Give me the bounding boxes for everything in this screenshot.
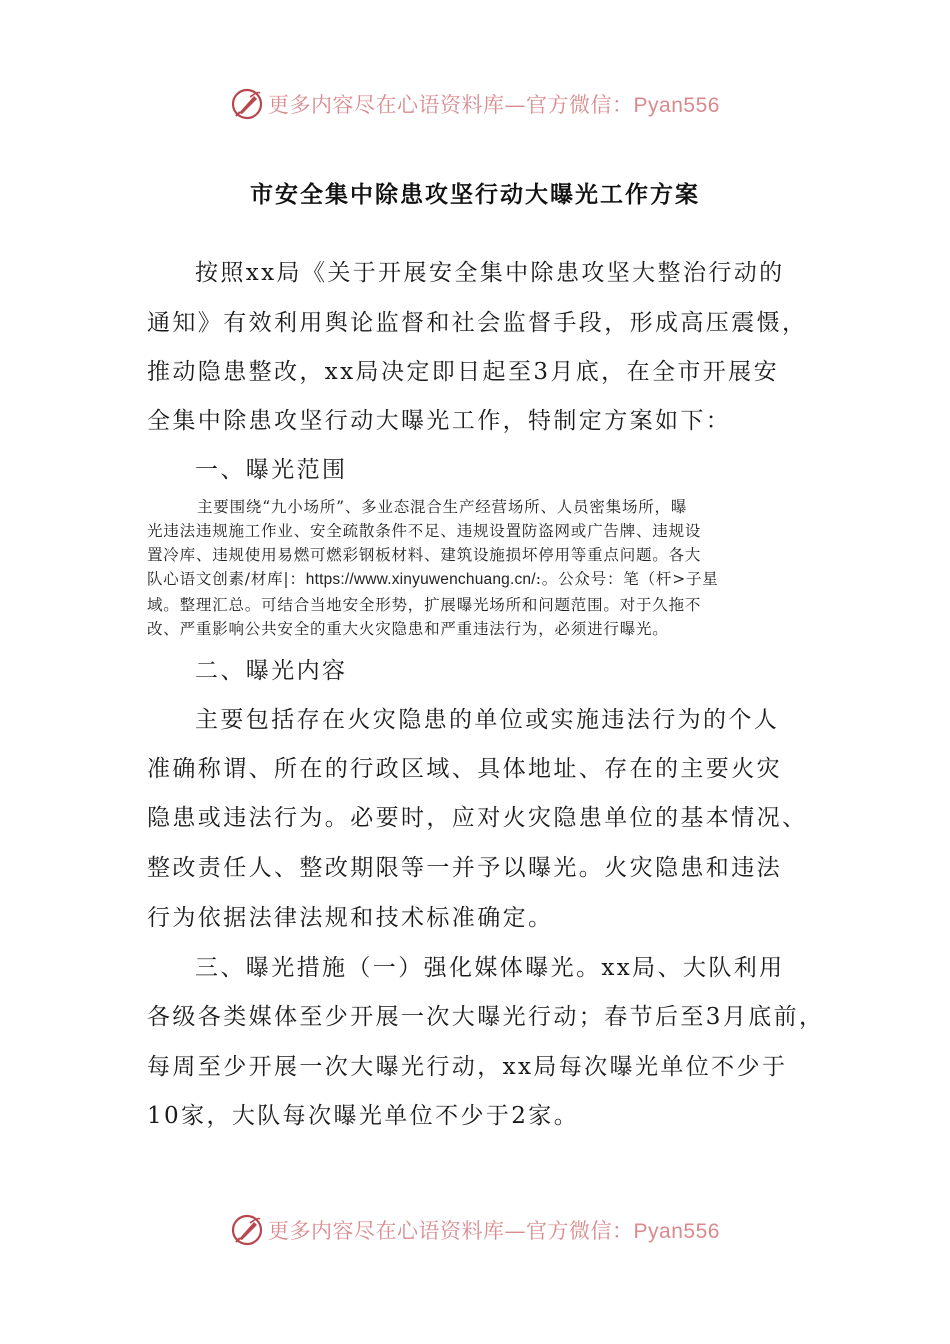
- intro-line: 通知》有效利用舆论监督和社会监督手段，形成高压震慑，: [147, 310, 808, 336]
- header-banner: [0, 84, 950, 124]
- intro-line: 推动隐患整改，xx局决定即日起至3月底，在全市开展安: [147, 359, 779, 385]
- section3-line: 三、曝光措施（一）强化媒体曝光。xx局、大队利用: [195, 955, 785, 981]
- section1-line: 改、严重影响公共安全的重大火灾隐患和严重违法行为，必须进行曝光。: [147, 620, 669, 638]
- footer-banner: [0, 1210, 950, 1250]
- quill-logo-icon: [230, 1213, 264, 1247]
- section3-line: 每周至少开展一次大曝光行动，xx局每次曝光单位不少于: [147, 1054, 788, 1080]
- section1-text: 队心语文创素/材库|：: [147, 570, 306, 588]
- section-heading: 一、曝光范围: [195, 457, 348, 483]
- page-title: 市安全集中除患攻坚行动大曝光工作方案: [250, 182, 700, 208]
- banner-text: [268, 89, 720, 119]
- section1-text: :。公众号：笔（杆>子星: [535, 570, 719, 588]
- section1-line: 置冷库、违规使用易燃可燃彩钢板材料、建筑设施损坏停用等重点问题。各大: [147, 546, 702, 564]
- intro-line: 全集中除患攻坚行动大曝光工作，特制定方案如下：: [147, 408, 732, 434]
- section1-line: [147, 568, 719, 591]
- banner-wechat-id: Pyan556: [633, 94, 720, 117]
- section1-line: 域。整理汇总。可结合当地安全形势，扩展曝光场所和问题范围。对于久拖不: [147, 596, 702, 614]
- section2-line: 整改责任人、整改期限等一并予以曝光。火灾隐患和违法: [147, 855, 782, 881]
- section3-line: 各级各类媒体至少开展一次大曝光行动；春节后至3月底前，: [147, 1004, 825, 1030]
- banner-text: [268, 1215, 720, 1245]
- section3-line: 10家，大队每次曝光单位不少于2家。: [147, 1103, 580, 1129]
- source-url: https://www.xinyuwenchuang.cn/: [305, 571, 536, 588]
- section2-line: 行为依据法律法规和技术标准确定。: [147, 905, 554, 931]
- banner-label: 更多内容尽在心语资料库—官方微信：: [268, 1219, 634, 1243]
- section1-line: 主要围绕“九小场所”、多业态混合生产经营场所、人员密集场所，曝: [197, 498, 688, 516]
- section-heading: 二、曝光内容: [195, 658, 348, 684]
- banner-label: 更多内容尽在心语资料库—官方微信：: [268, 93, 634, 117]
- banner-wechat-id: Pyan556: [633, 1220, 720, 1243]
- section1-line: 光违法违规施工作业、安全疏散条件不足、违规设置防盗网或广告牌、违规设: [147, 522, 702, 540]
- section2-line: 隐患或违法行为。必要时，应对火灾隐患单位的基本情况、: [147, 805, 808, 831]
- section2-line: 准确称谓、所在的行政区域、具体地址、存在的主要火灾: [147, 756, 782, 782]
- intro-line: 按照xx局《关于开展安全集中除患攻坚大整治行动的: [195, 260, 785, 286]
- quill-logo-icon: [230, 87, 264, 121]
- section2-line: 主要包括存在火灾隐患的单位或实施违法行为的个人: [195, 707, 780, 733]
